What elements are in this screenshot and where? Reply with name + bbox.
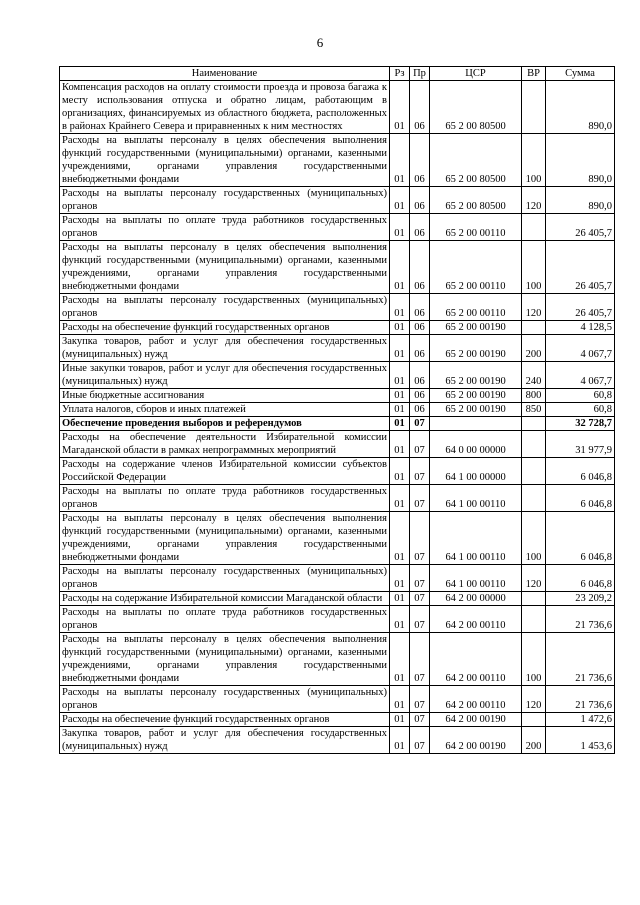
row-name: Расходы на выплаты по оплате труда работников государственных органов bbox=[60, 606, 390, 633]
table-row bbox=[60, 389, 615, 403]
row-sum: 60,8 bbox=[546, 403, 615, 417]
table-row bbox=[60, 431, 615, 458]
table-row bbox=[60, 727, 615, 754]
row-pr: 07 bbox=[410, 727, 430, 754]
row-vr: 200 bbox=[522, 335, 546, 362]
row-rz: 01 bbox=[390, 606, 410, 633]
row-vr: 100 bbox=[522, 134, 546, 187]
row-rz: 01 bbox=[390, 565, 410, 592]
row-pr: 07 bbox=[410, 431, 430, 458]
row-vr bbox=[522, 321, 546, 335]
table-row bbox=[60, 417, 615, 431]
row-csr: 65 2 00 80500 bbox=[430, 134, 522, 187]
row-sum: 21 736,6 bbox=[546, 686, 615, 713]
row-csr: 64 2 00 00190 bbox=[430, 713, 522, 727]
row-rz: 01 bbox=[390, 686, 410, 713]
table-row bbox=[60, 362, 615, 389]
table-row bbox=[60, 485, 615, 512]
row-rz: 01 bbox=[390, 633, 410, 686]
row-sum: 32 728,7 bbox=[546, 417, 615, 431]
row-pr: 07 bbox=[410, 417, 430, 431]
row-name: Расходы на выплаты персоналу государственных (муниципальных) органов bbox=[60, 294, 390, 321]
row-name: Расходы на содержание членов Избирательной комиссии субъектов Российской Федерации bbox=[60, 458, 390, 485]
row-name: Расходы на выплаты персоналу в целях обеспечения выполнения функций государственными (муниципальными) органами, казенными учреждениями, органами управления государственными внебюджетными фондами bbox=[60, 134, 390, 187]
row-sum: 1 453,6 bbox=[546, 727, 615, 754]
row-vr: 100 bbox=[522, 633, 546, 686]
table-row bbox=[60, 565, 615, 592]
row-name: Расходы на выплаты персоналу в целях обеспечения выполнения функций государственными (муниципальными) органами, казенными учреждениями, органами управления государственными внебюджетными фондами bbox=[60, 633, 390, 686]
row-name: Расходы на выплаты по оплате труда работников государственных органов bbox=[60, 214, 390, 241]
row-sum: 4 128,5 bbox=[546, 321, 615, 335]
row-sum: 31 977,9 bbox=[546, 431, 615, 458]
header-name: Наименование bbox=[60, 67, 390, 81]
row-name: Расходы на выплаты персоналу государственных (муниципальных) органов bbox=[60, 187, 390, 214]
row-pr: 07 bbox=[410, 565, 430, 592]
row-pr: 06 bbox=[410, 321, 430, 335]
row-name: Закупка товаров, работ и услуг для обеспечения государственных (муниципальных) нужд bbox=[60, 335, 390, 362]
row-pr: 06 bbox=[410, 81, 430, 134]
row-sum: 26 405,7 bbox=[546, 214, 615, 241]
row-vr: 100 bbox=[522, 241, 546, 294]
row-pr: 07 bbox=[410, 713, 430, 727]
row-vr: 800 bbox=[522, 389, 546, 403]
row-rz: 01 bbox=[390, 713, 410, 727]
row-vr bbox=[522, 606, 546, 633]
row-vr: 100 bbox=[522, 512, 546, 565]
row-sum: 4 067,7 bbox=[546, 362, 615, 389]
row-vr bbox=[522, 713, 546, 727]
row-sum: 6 046,8 bbox=[546, 512, 615, 565]
table-row bbox=[60, 606, 615, 633]
row-vr: 120 bbox=[522, 187, 546, 214]
table-row bbox=[60, 335, 615, 362]
row-csr: 65 2 00 80500 bbox=[430, 187, 522, 214]
row-vr: 120 bbox=[522, 565, 546, 592]
row-pr: 07 bbox=[410, 686, 430, 713]
row-pr: 06 bbox=[410, 403, 430, 417]
row-vr: 850 bbox=[522, 403, 546, 417]
row-vr bbox=[522, 485, 546, 512]
row-pr: 06 bbox=[410, 389, 430, 403]
table-row bbox=[60, 294, 615, 321]
row-name: Уплата налогов, сборов и иных платежей bbox=[60, 403, 390, 417]
row-sum: 4 067,7 bbox=[546, 335, 615, 362]
row-rz: 01 bbox=[390, 362, 410, 389]
table-row bbox=[60, 592, 615, 606]
row-csr: 65 2 00 00110 bbox=[430, 214, 522, 241]
row-rz: 01 bbox=[390, 431, 410, 458]
row-rz: 01 bbox=[390, 458, 410, 485]
row-csr: 64 1 00 00110 bbox=[430, 485, 522, 512]
row-sum: 890,0 bbox=[546, 81, 615, 134]
table-row bbox=[60, 187, 615, 214]
row-name: Обеспечение проведения выборов и референдумов bbox=[60, 417, 390, 431]
row-rz: 01 bbox=[390, 389, 410, 403]
row-csr: 64 2 00 00110 bbox=[430, 686, 522, 713]
row-vr: 120 bbox=[522, 686, 546, 713]
row-pr: 07 bbox=[410, 512, 430, 565]
header-sum: Сумма bbox=[546, 67, 615, 81]
row-name: Расходы на выплаты персоналу в целях обеспечения выполнения функций государственными (муниципальными) органами, казенными учреждениями, органами управления государственными внебюджетными фондами bbox=[60, 512, 390, 565]
header-vr: ВР bbox=[522, 67, 546, 81]
row-csr: 64 1 00 00110 bbox=[430, 565, 522, 592]
row-rz: 01 bbox=[390, 241, 410, 294]
row-name: Расходы на выплаты персоналу государственных (муниципальных) органов bbox=[60, 686, 390, 713]
row-sum: 6 046,8 bbox=[546, 565, 615, 592]
row-sum: 21 736,6 bbox=[546, 633, 615, 686]
row-vr: 120 bbox=[522, 294, 546, 321]
table-row bbox=[60, 686, 615, 713]
row-rz: 01 bbox=[390, 187, 410, 214]
row-sum: 26 405,7 bbox=[546, 294, 615, 321]
table-row bbox=[60, 81, 615, 134]
row-vr bbox=[522, 81, 546, 134]
table-row bbox=[60, 512, 615, 565]
row-vr: 200 bbox=[522, 727, 546, 754]
row-csr: 64 2 00 00110 bbox=[430, 633, 522, 686]
row-csr: 65 2 00 00190 bbox=[430, 403, 522, 417]
table-row bbox=[60, 214, 615, 241]
row-name: Иные закупки товаров, работ и услуг для обеспечения государственных (муниципальных) нужд bbox=[60, 362, 390, 389]
row-csr: 65 2 00 80500 bbox=[430, 81, 522, 134]
row-name: Закупка товаров, работ и услуг для обеспечения государственных (муниципальных) нужд bbox=[60, 727, 390, 754]
row-pr: 06 bbox=[410, 294, 430, 321]
table-row bbox=[60, 458, 615, 485]
row-name: Иные бюджетные ассигнования bbox=[60, 389, 390, 403]
table-row bbox=[60, 403, 615, 417]
row-csr bbox=[430, 417, 522, 431]
row-name: Расходы на обеспечение функций государственных органов bbox=[60, 321, 390, 335]
row-vr bbox=[522, 592, 546, 606]
table-row bbox=[60, 633, 615, 686]
page-number: 6 bbox=[316, 35, 324, 50]
row-pr: 06 bbox=[410, 214, 430, 241]
row-rz: 01 bbox=[390, 512, 410, 565]
row-sum: 1 472,6 bbox=[546, 713, 615, 727]
row-rz: 01 bbox=[390, 134, 410, 187]
row-sum: 23 209,2 bbox=[546, 592, 615, 606]
row-csr: 65 2 00 00190 bbox=[430, 321, 522, 335]
row-name: Расходы на обеспечение деятельности Избирательной комиссии Магаданской области в рамках непрограммных мероприятий bbox=[60, 431, 390, 458]
row-rz: 01 bbox=[390, 294, 410, 321]
row-vr bbox=[522, 431, 546, 458]
row-name: Расходы на выплаты по оплате труда работников государственных органов bbox=[60, 485, 390, 512]
row-rz: 01 bbox=[390, 485, 410, 512]
header-csr: ЦСР bbox=[430, 67, 522, 81]
row-sum: 60,8 bbox=[546, 389, 615, 403]
row-csr: 64 0 00 00000 bbox=[430, 431, 522, 458]
row-csr: 65 2 00 00190 bbox=[430, 335, 522, 362]
row-csr: 65 2 00 00110 bbox=[430, 241, 522, 294]
row-csr: 64 2 00 00000 bbox=[430, 592, 522, 606]
header-rz: Рз bbox=[390, 67, 410, 81]
row-vr bbox=[522, 417, 546, 431]
row-csr: 64 2 00 00110 bbox=[430, 606, 522, 633]
row-csr: 64 1 00 00110 bbox=[430, 512, 522, 565]
row-vr bbox=[522, 458, 546, 485]
row-rz: 01 bbox=[390, 727, 410, 754]
row-pr: 07 bbox=[410, 606, 430, 633]
row-name: Расходы на выплаты персоналу в целях обеспечения выполнения функций государственными (муниципальными) органами, казенными учреждениями, органами управления государственными внебюджетными фондами bbox=[60, 241, 390, 294]
row-rz: 01 bbox=[390, 81, 410, 134]
row-name: Расходы на обеспечение функций государственных органов bbox=[60, 713, 390, 727]
row-rz: 01 bbox=[390, 214, 410, 241]
header-pr: Пр bbox=[410, 67, 430, 81]
row-name: Расходы на содержание Избирательной комиссии Магаданской области bbox=[60, 592, 390, 606]
row-pr: 07 bbox=[410, 458, 430, 485]
row-csr: 65 2 00 00190 bbox=[430, 389, 522, 403]
row-sum: 21 736,6 bbox=[546, 606, 615, 633]
row-name: Расходы на выплаты персоналу государственных (муниципальных) органов bbox=[60, 565, 390, 592]
budget-table bbox=[59, 66, 615, 754]
row-vr bbox=[522, 214, 546, 241]
row-pr: 07 bbox=[410, 592, 430, 606]
row-csr: 65 2 00 00110 bbox=[430, 294, 522, 321]
row-rz: 01 bbox=[390, 592, 410, 606]
row-name: Компенсация расходов на оплату стоимости проезда и провоза багажа к месту использования отпуска и обратно лицам, работающим в организациях, финансируемых из областного бюджета, расположенных в районах Крайнего Севера и приравненных к ним местностях bbox=[60, 81, 390, 134]
row-sum: 890,0 bbox=[546, 187, 615, 214]
row-sum: 26 405,7 bbox=[546, 241, 615, 294]
table-header-row bbox=[60, 67, 615, 81]
table-row bbox=[60, 134, 615, 187]
table-row bbox=[60, 713, 615, 727]
row-csr: 64 2 00 00190 bbox=[430, 727, 522, 754]
row-pr: 07 bbox=[410, 485, 430, 512]
row-rz: 01 bbox=[390, 417, 410, 431]
row-sum: 6 046,8 bbox=[546, 485, 615, 512]
table-row bbox=[60, 321, 615, 335]
row-rz: 01 bbox=[390, 403, 410, 417]
row-rz: 01 bbox=[390, 321, 410, 335]
row-pr: 06 bbox=[410, 362, 430, 389]
table-row bbox=[60, 241, 615, 294]
row-vr: 240 bbox=[522, 362, 546, 389]
row-csr: 65 2 00 00190 bbox=[430, 362, 522, 389]
row-csr: 64 1 00 00000 bbox=[430, 458, 522, 485]
row-sum: 890,0 bbox=[546, 134, 615, 187]
row-pr: 06 bbox=[410, 335, 430, 362]
row-pr: 06 bbox=[410, 134, 430, 187]
row-pr: 06 bbox=[410, 241, 430, 294]
row-sum: 6 046,8 bbox=[546, 458, 615, 485]
row-pr: 07 bbox=[410, 633, 430, 686]
table-body bbox=[60, 81, 615, 754]
row-rz: 01 bbox=[390, 335, 410, 362]
row-pr: 06 bbox=[410, 187, 430, 214]
